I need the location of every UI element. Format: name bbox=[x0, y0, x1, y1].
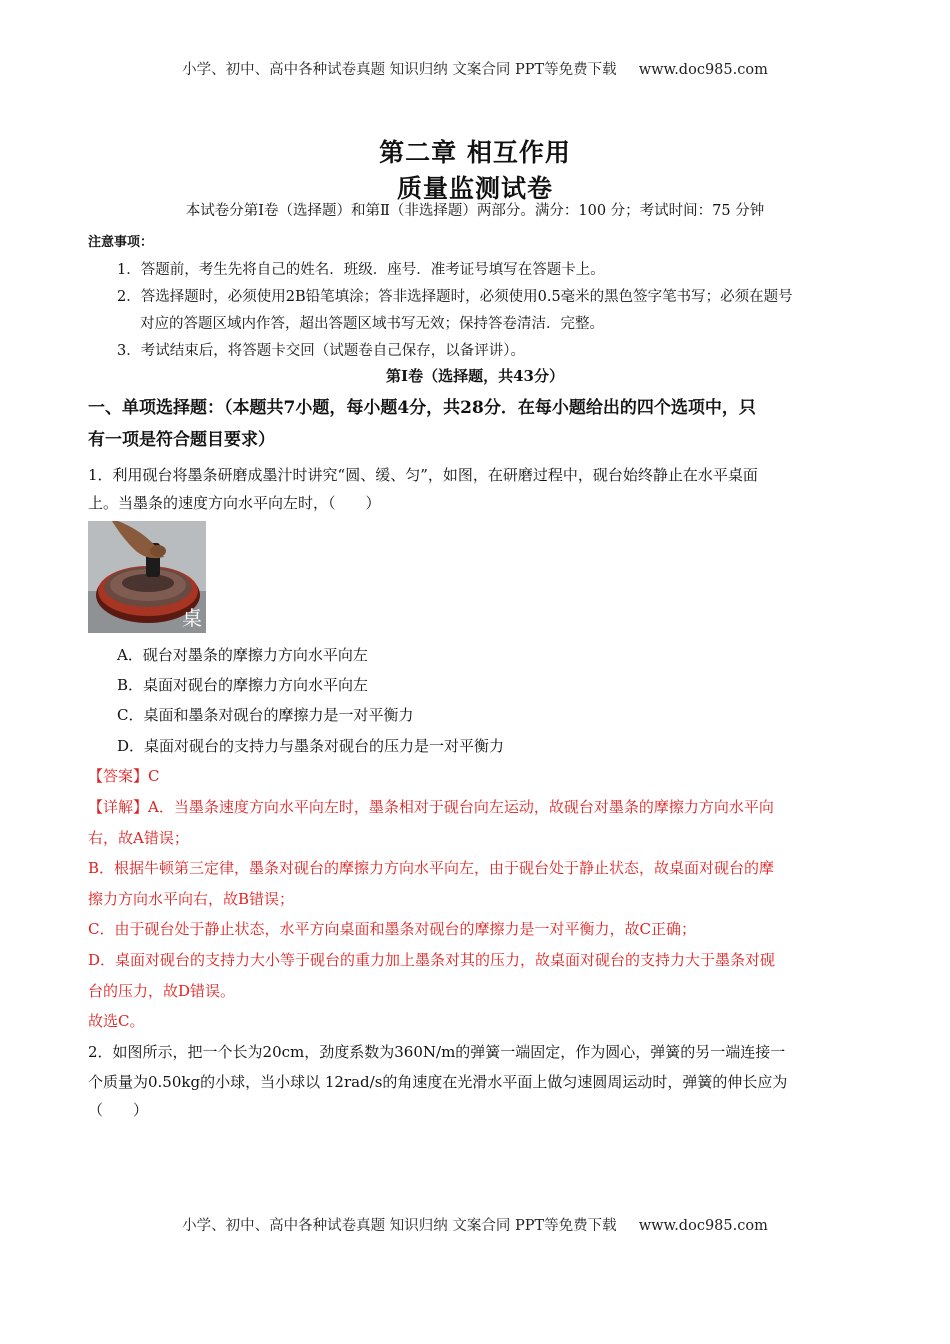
q1-option: C．桌面和墨条对砚台的摩擦力是一对平衡力 bbox=[117, 706, 414, 724]
q1-option: D．桌面对砚台的支持力与墨条对砚台的压力是一对平衡力 bbox=[117, 737, 505, 755]
q1-explain-line: 擦力方向水平向右，故B错误； bbox=[88, 890, 295, 908]
notice-item: 对应的答题区域内作答，超出答题区域书写无效；保持答卷清洁．完整。 bbox=[140, 316, 604, 332]
explain-text: A．当墨条速度方向水平向左时，墨条相对于砚台向左运动，故砚台对墨条的摩擦力方向水平向 bbox=[148, 798, 774, 816]
q1-stem-line2: 上。当墨条的速度方向水平向左时，（ ） bbox=[88, 494, 381, 512]
answer-tag: 【答案】 bbox=[88, 767, 149, 785]
header-text: 小学、初中、高中各种试卷真题 知识归纳 文案合同 PPT等免费下载 bbox=[182, 62, 617, 78]
q1-explain-line: D．桌面对砚台的支持力大小等于砚台的重力加上墨条对其的压力，故桌面对砚台的支持力大于墨条对砚 bbox=[88, 951, 776, 969]
answer-value: C bbox=[148, 767, 160, 785]
part-heading-line1: 一、单项选择题：（本题共7小题，每小题4分，共28分．在每小题给出的四个选项中，只 bbox=[88, 398, 756, 418]
q1-option: B．桌面对砚台的摩擦力方向水平向左 bbox=[117, 676, 369, 694]
part-heading-line2: 有一项是符合题目要求） bbox=[88, 430, 275, 450]
footer-site: www.doc985.com bbox=[638, 1218, 768, 1234]
doc-subtitle: 本试卷分第Ⅰ卷（选择题）和第Ⅱ（非选择题）两部分。满分：100 分；考试时间：75 分钟 bbox=[185, 203, 765, 219]
doc-title-line1: 第二章 相互作用 bbox=[379, 138, 571, 167]
notice-item: 1．答题前，考生先将自己的姓名．班级．座号．准考证号填写在答题卡上。 bbox=[117, 262, 605, 278]
q1-explain-line: 台的压力，故D错误。 bbox=[88, 982, 236, 1000]
section-heading: 第Ⅰ卷（选择题，共43分） bbox=[386, 367, 564, 385]
notice-item: 2．答选择题时，必须使用2B铅笔填涂；答非选择题时，必须使用0.5毫米的黑色签字笔书写；必须在题号 bbox=[117, 289, 793, 305]
photo-label: 桌 bbox=[182, 606, 202, 630]
inkstone-photo bbox=[88, 521, 206, 633]
doc-title-line2: 质量监测试卷 bbox=[396, 174, 553, 203]
q1-explain-line: B．根据牛顿第三定律，墨条对砚台的摩擦力方向水平向左，由于砚台处于静止状态，故桌面对砚台的摩 bbox=[88, 859, 775, 877]
notice-heading: 注意事项： bbox=[88, 235, 154, 250]
footer-text: 小学、初中、高中各种试卷真题 知识归纳 文案合同 PPT等免费下载 bbox=[182, 1218, 617, 1234]
explain-tag: 【详解】 bbox=[88, 798, 149, 816]
q1-answer bbox=[88, 766, 864, 786]
q1-explain-line bbox=[88, 797, 864, 817]
q1-explain-line: 故选C。 bbox=[88, 1012, 145, 1030]
page-header bbox=[0, 58, 950, 79]
header-site: www.doc985.com bbox=[638, 62, 768, 78]
q1-stem-line1: 1．利用砚台将墨条研磨成墨汁时讲究“圆、缓、匀”，如图，在研磨过程中，砚台始终静止在水平桌面 bbox=[88, 466, 758, 484]
q2-stem-line1: 2．如图所示，把一个长为20cm，劲度系数为360N/m的弹簧一端固定，作为圆心，弹簧的另一端连接一 bbox=[88, 1043, 786, 1061]
q2-stem-line2: 个质量为0.50kg的小球，当小球以 12rad/s的角速度在光滑水平面上做匀速圆周运动时，弹簧的伸长应为 bbox=[88, 1073, 788, 1091]
page-footer bbox=[0, 1214, 950, 1235]
q1-explain-line: C．由于砚台处于静止状态，水平方向桌面和墨条对砚台的摩擦力是一对平衡力，故C正确； bbox=[88, 920, 696, 938]
notice-item: 3．考试结束后，将答题卡交回（试题卷自己保存，以备评讲）。 bbox=[117, 343, 525, 359]
q1-option: A．砚台对墨条的摩擦力方向水平向左 bbox=[117, 646, 368, 664]
q2-stem-line3: （ ） bbox=[88, 1101, 149, 1119]
q1-explain-line: 右，故A错误； bbox=[88, 829, 189, 847]
